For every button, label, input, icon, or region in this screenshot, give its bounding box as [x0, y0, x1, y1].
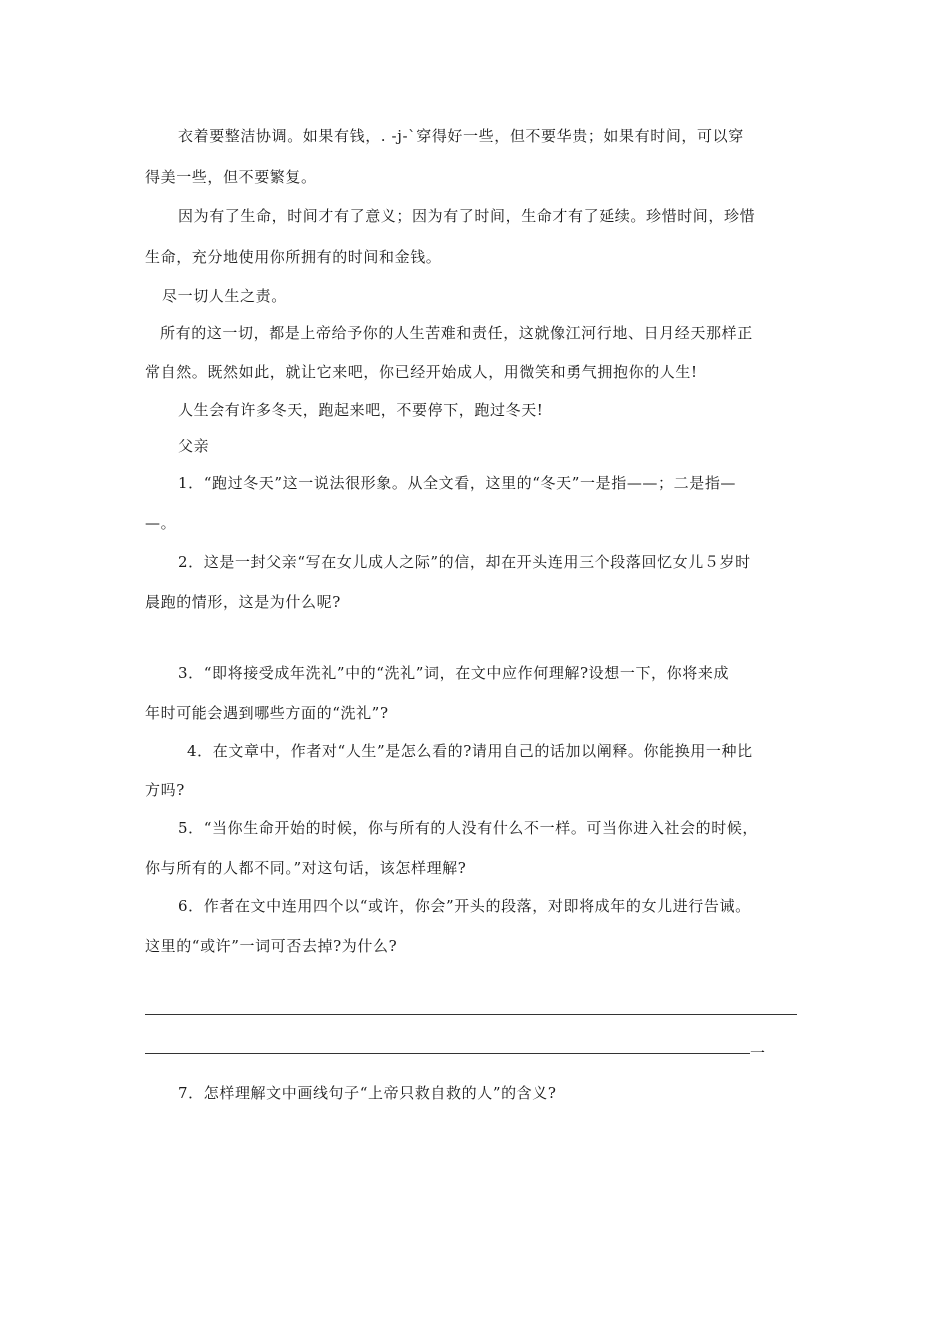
question-2-cont: 晨跑的情形，这是为什么呢? — [145, 593, 341, 611]
question-3: 3．“即将接受成年洗礼”中的“洗礼”词，在文中应作何理解?设想一下，你将来成 — [178, 664, 730, 682]
paragraph-line: 尽一切人生之责。 — [162, 287, 287, 305]
answer-line — [145, 1014, 797, 1015]
paragraph-line: 生命，充分地使用你所拥有的时间和金钱。 — [145, 248, 442, 266]
question-4: 4．在文章中，作者对“人生”是怎么看的?请用自己的话加以阐释。你能换用一种比 — [187, 742, 753, 760]
question-3-cont: 年时可能会遇到哪些方面的“洗礼”? — [145, 704, 389, 722]
question-1-cont: —。 — [145, 514, 177, 532]
answer-line-end: 一 — [750, 1044, 766, 1062]
question-5-cont: 你与所有的人都不同。”对这句话，该怎样理解? — [145, 859, 467, 877]
question-5: 5．“当你生命开始的时候，你与所有的人没有什么不一样。可当你进入社会的时候， — [178, 819, 759, 837]
paragraph-line: 得美一些，但不要繁复。 — [145, 168, 317, 186]
question-2: 2．这是一封父亲“写在女儿成人之际”的信，却在开头连用三个段落回忆女儿５岁时 — [178, 553, 751, 571]
question-6: 6．作者在文中连用四个以“或许，你会”开头的段落，对即将成年的女儿进行告诫。 — [178, 897, 751, 915]
question-7: 7．怎样理解文中画线句子“上帝只救自救的人”的含义? — [178, 1084, 557, 1102]
signature: 父亲 — [178, 437, 210, 455]
question-4-cont: 方吗? — [145, 781, 185, 799]
question-1: 1．“跑过冬天”这一说法很形象。从全文看，这里的“冬天”一是指——；二是指— — [178, 474, 737, 492]
paragraph-line: 衣着要整洁协调。如果有钱，. -j-`穿得好一些，但不要华贵；如果有时间，可以穿 — [178, 127, 744, 145]
paragraph-line: 常自然。既然如此，就让它来吧，你已经开始成人，用微笑和勇气拥抱你的人生! — [145, 363, 698, 381]
paragraph-line: 人生会有许多冬天，跑起来吧，不要停下，跑过冬天! — [178, 401, 544, 419]
question-6-cont: 这里的“或许”一词可否去掉?为什么? — [145, 937, 398, 955]
answer-line — [145, 1053, 750, 1054]
paragraph-line: 因为有了生命，时间才有了意义；因为有了时间，生命才有了延续。珍惜时间，珍惜 — [178, 207, 756, 225]
paragraph-line: 所有的这一切，都是上帝给予你的人生苦难和责任，这就像江河行地、日月经天那样正 — [160, 324, 753, 342]
